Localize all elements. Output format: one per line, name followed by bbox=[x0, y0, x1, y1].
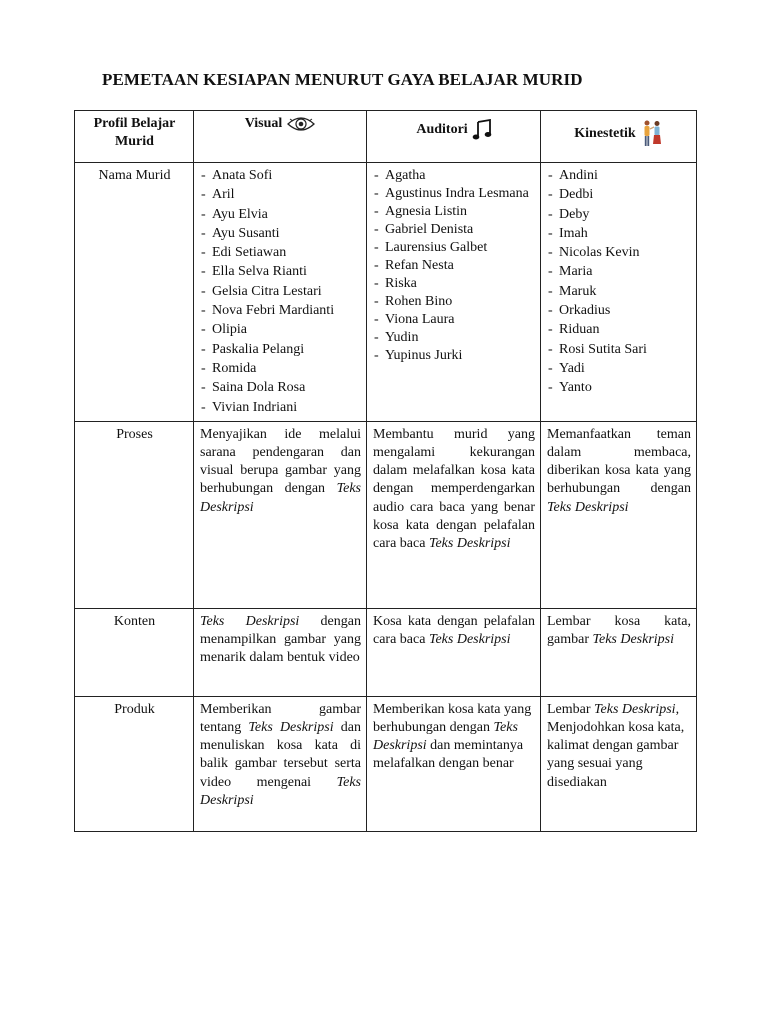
visual-produk-cell bbox=[194, 696, 367, 831]
list-item: - Gelsia Citra Lestari bbox=[200, 283, 361, 301]
cell-text: dan menuliskan kosa kata di balik gambar tersebut serta video mengenai bbox=[200, 720, 361, 790]
column-header-visual bbox=[194, 111, 367, 163]
list-item: - Yanto bbox=[547, 379, 691, 397]
cell-text: Membantu murid yang mengalami kekurangan dalam melafalkan kosa kata dengan memperdengarkan audio cara baca yang benar kosa kata dengan pelafalan cara baca bbox=[373, 426, 535, 552]
column-header-kinestetik bbox=[541, 111, 697, 163]
table-row bbox=[75, 163, 697, 422]
cell-text: Menyajikan ide melalui sarana pendengaran dan visual berupa gambar yang berhubungan dengan bbox=[200, 426, 361, 497]
list-item: - Nova Febri Mardianti bbox=[200, 302, 361, 320]
auditori-konten-cell bbox=[367, 608, 541, 696]
list-item: - Saina Dola Rosa bbox=[200, 379, 361, 397]
row-label: Produk bbox=[75, 696, 194, 831]
cell-text: dan memintanya melafalkan dengan benar bbox=[373, 738, 524, 772]
page-title: PEMETAAN KESIAPAN MENURUT GAYA BELAJAR MURID bbox=[102, 70, 583, 89]
auditori-names-list bbox=[373, 167, 535, 365]
cell-italic-text: Teks Deskripsi bbox=[594, 701, 676, 717]
list-item: - Anata Sofi bbox=[200, 167, 361, 185]
cell-italic-text: Teks Deskripsi bbox=[592, 632, 675, 648]
row-label: Konten bbox=[75, 608, 194, 696]
list-item: - Edi Setiawan bbox=[200, 244, 361, 262]
list-item: - Agatha bbox=[373, 167, 535, 185]
list-item: - Riska bbox=[373, 275, 535, 293]
list-item: - Aril bbox=[200, 186, 361, 204]
column-header-label: Kinestetik bbox=[574, 125, 636, 141]
table-header-row bbox=[75, 111, 697, 163]
list-item: - Ayu Susanti bbox=[200, 225, 361, 243]
auditori-proses-cell bbox=[367, 421, 541, 608]
list-item: - Andini bbox=[547, 167, 691, 185]
column-header-label: Visual bbox=[244, 116, 283, 131]
visual-names-cell bbox=[194, 163, 367, 422]
row-label: Proses bbox=[75, 421, 194, 608]
kinestetik-produk-cell bbox=[541, 696, 697, 831]
list-item: - Paskalia Pelangi bbox=[200, 341, 361, 359]
list-item: - Riduan bbox=[547, 321, 691, 339]
list-item: - Gabriel Denista bbox=[373, 221, 535, 239]
table-row bbox=[75, 421, 697, 608]
list-item: - Ella Selva Rianti bbox=[200, 263, 361, 281]
cell-text: Menjodohkan kosa kata, kalimat dengan gambar yang sesuai yang disediakan bbox=[547, 720, 685, 790]
cell-text: Lembar kosa kata, gambar bbox=[547, 613, 691, 648]
list-item: - Vivian Indriani bbox=[200, 399, 361, 417]
list-item: - Yadi bbox=[547, 360, 691, 378]
table-row bbox=[75, 696, 697, 831]
list-item: - Yudin bbox=[373, 329, 535, 347]
cell-italic-text: Teks Deskripsi bbox=[428, 536, 511, 552]
cell-italic-text: Teks Deskripsi bbox=[200, 481, 361, 515]
list-item: - Orkadius bbox=[547, 302, 691, 320]
people-icon bbox=[640, 119, 664, 149]
table-row bbox=[75, 608, 697, 696]
kinestetik-names-cell bbox=[541, 163, 697, 422]
list-item: - Laurensius Galbet bbox=[373, 239, 535, 257]
cell-text: Memberikan kosa kata yang berhubungan dengan bbox=[373, 701, 532, 736]
list-item: - Maruk bbox=[547, 283, 691, 301]
list-item: - Rosi Sutita Sari bbox=[547, 341, 691, 359]
list-item: - Refan Nesta bbox=[373, 257, 535, 275]
list-item: - Romida bbox=[200, 360, 361, 378]
row-label: Nama Murid bbox=[75, 163, 194, 422]
auditori-produk-cell bbox=[367, 696, 541, 831]
list-item: - Agnesia Listin bbox=[373, 203, 535, 221]
cell-italic-text: Teks Deskripsi bbox=[373, 720, 518, 754]
list-item: - Yupinus Jurki bbox=[373, 347, 535, 365]
cell-text: , bbox=[675, 701, 680, 717]
list-item: - Deby bbox=[547, 206, 691, 224]
cell-italic-text: Teks Deskripsi bbox=[428, 632, 511, 648]
corner-header: Profil Belajar Murid bbox=[75, 111, 194, 163]
list-item: - Rohen Bino bbox=[373, 293, 535, 311]
cell-italic-text: Teks Deskripsi bbox=[200, 613, 300, 629]
list-item: - Olipia bbox=[200, 321, 361, 339]
cell-italic-text: Teks Deskripsi bbox=[547, 499, 629, 515]
learning-style-table bbox=[74, 110, 697, 832]
list-item: - Viona Laura bbox=[373, 311, 535, 329]
auditori-names-cell bbox=[367, 163, 541, 422]
column-header-label: Auditori bbox=[416, 121, 468, 137]
visual-proses-cell bbox=[194, 421, 367, 608]
column-header-auditori bbox=[367, 111, 541, 163]
visual-konten-cell bbox=[194, 608, 367, 696]
kinestetik-konten-cell bbox=[541, 608, 697, 696]
visual-names-list bbox=[200, 167, 361, 417]
kinestetik-names-list bbox=[547, 167, 691, 397]
list-item: - Dedbi bbox=[547, 186, 691, 204]
list-item: - Imah bbox=[547, 225, 691, 243]
list-item: - Maria bbox=[547, 263, 691, 281]
music-note-icon bbox=[472, 119, 492, 141]
cell-italic-text: Teks Deskripsi bbox=[248, 720, 334, 736]
cell-text: Kosa kata dengan pelafalan cara baca bbox=[373, 613, 535, 648]
list-item: - Nicolas Kevin bbox=[547, 244, 691, 262]
kinestetik-proses-cell bbox=[541, 421, 697, 608]
cell-text: Memanfaatkan teman dalam membaca, diberikan kosa kata yang berhubungan dengan bbox=[547, 426, 691, 497]
cell-text: dengan menampilkan gambar yang menarik dalam bentuk video bbox=[200, 613, 361, 666]
cell-italic-text: Teks Deskripsi bbox=[200, 774, 362, 808]
cell-text: Memberikan gambar tentang bbox=[200, 701, 361, 736]
eye-icon bbox=[286, 115, 316, 133]
list-item: - Agustinus Indra Lesmana bbox=[373, 185, 535, 203]
list-item: - Ayu Elvia bbox=[200, 206, 361, 224]
cell-text: Lembar bbox=[547, 701, 591, 717]
